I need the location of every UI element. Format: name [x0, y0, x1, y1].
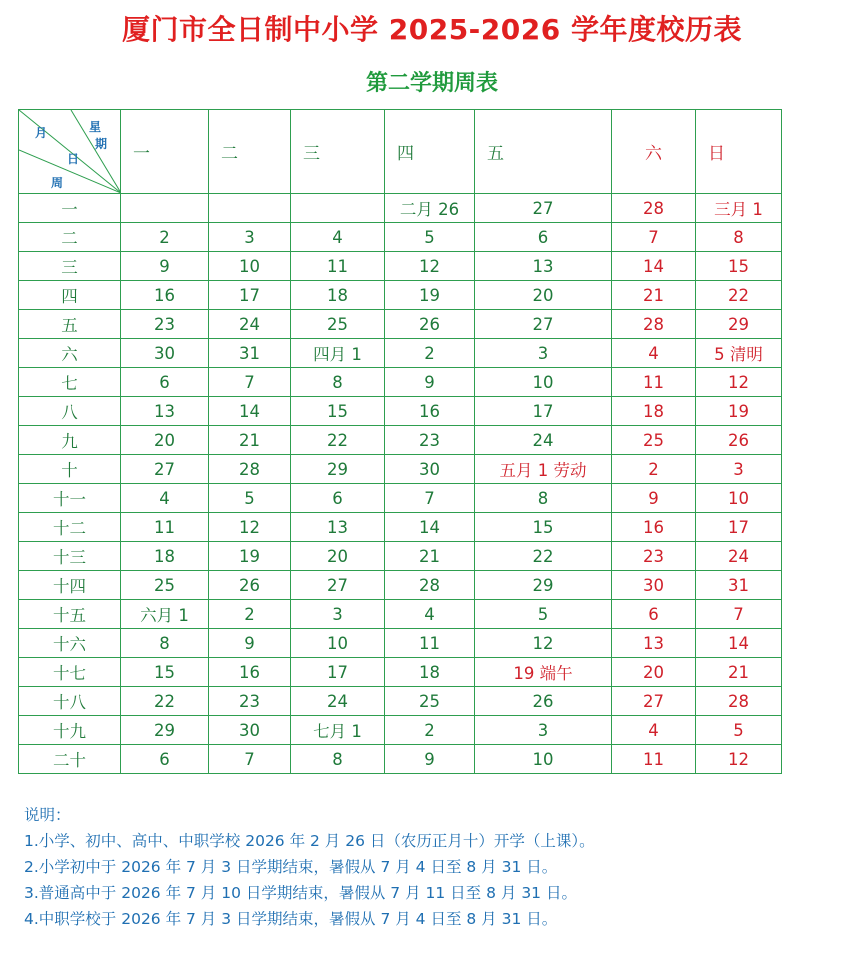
day-cell: 25	[291, 310, 385, 339]
page-subtitle: 第二学期周表	[365, 71, 498, 96]
day-cell: 16	[121, 281, 209, 310]
day-cell: 21	[385, 542, 475, 571]
week-row	[19, 658, 782, 687]
corner-label-xing: 星	[89, 120, 102, 134]
day-cell: 4	[291, 223, 385, 252]
day-cell: 25	[121, 571, 209, 600]
day-cell: 6	[612, 600, 696, 629]
day-cell: 五月 1 劳动	[475, 455, 612, 484]
day-cell: 12	[475, 629, 612, 658]
day-cell: 25	[385, 687, 475, 716]
day-cell: 26	[209, 571, 291, 600]
day-cell: 四月 1	[291, 339, 385, 368]
day-cell: 10	[209, 252, 291, 281]
day-cell: 29	[121, 716, 209, 745]
week-row	[19, 513, 782, 542]
day-cell: 22	[121, 687, 209, 716]
day-cell: 24	[475, 426, 612, 455]
day-cell: 12	[385, 252, 475, 281]
day-cell: 30	[612, 571, 696, 600]
day-cell: 31	[209, 339, 291, 368]
day-cell: 29	[291, 455, 385, 484]
day-cell: 5	[696, 716, 782, 745]
day-cell: 21	[696, 658, 782, 687]
weekday-header: 日	[696, 110, 782, 194]
day-cell: 9	[385, 368, 475, 397]
day-cell	[209, 194, 291, 223]
day-cell: 20	[291, 542, 385, 571]
day-cell: 13	[612, 629, 696, 658]
week-number-cell: 八	[19, 397, 121, 426]
week-row	[19, 310, 782, 339]
day-cell: 22	[291, 426, 385, 455]
day-cell: 15	[291, 397, 385, 426]
day-cell: 16	[612, 513, 696, 542]
day-cell: 27	[475, 194, 612, 223]
day-cell: 19 端午	[475, 658, 612, 687]
corner-label-day: 日	[67, 152, 80, 166]
weekday-header: 三	[291, 110, 385, 194]
day-cell: 28	[612, 310, 696, 339]
notes-item: 4.中职学校于 2026 年 7 月 3 日学期结束，暑假从 7 月 4 日至 8 月 31 日。	[24, 910, 558, 928]
day-cell: 30	[385, 455, 475, 484]
week-row	[19, 397, 782, 426]
weekday-header: 六	[612, 110, 696, 194]
header-row	[19, 110, 782, 194]
day-cell: 18	[385, 658, 475, 687]
day-cell: 8	[291, 368, 385, 397]
day-cell: 26	[385, 310, 475, 339]
week-number-cell: 二	[19, 223, 121, 252]
day-cell: 3	[475, 339, 612, 368]
day-cell: 二月 26	[385, 194, 475, 223]
day-cell: 4	[612, 339, 696, 368]
day-cell: 14	[696, 629, 782, 658]
week-number-cell: 十八	[19, 687, 121, 716]
week-row	[19, 542, 782, 571]
day-cell: 7	[696, 600, 782, 629]
notes-heading: 说明：	[24, 806, 71, 824]
day-cell: 12	[209, 513, 291, 542]
day-cell: 24	[291, 687, 385, 716]
day-cell: 13	[291, 513, 385, 542]
corner-label-month: 月	[35, 126, 48, 140]
day-cell: 29	[475, 571, 612, 600]
day-cell: 17	[696, 513, 782, 542]
day-cell: 2	[385, 339, 475, 368]
day-cell: 23	[612, 542, 696, 571]
day-cell: 10	[475, 745, 612, 774]
corner-label-qi: 期	[95, 137, 108, 151]
week-number-cell: 九	[19, 426, 121, 455]
day-cell: 14	[612, 252, 696, 281]
day-cell: 28	[385, 571, 475, 600]
day-cell: 6	[291, 484, 385, 513]
day-cell: 7	[209, 368, 291, 397]
day-cell: 10	[696, 484, 782, 513]
day-cell: 2	[209, 600, 291, 629]
day-cell: 三月 1	[696, 194, 782, 223]
day-cell: 七月 1	[291, 716, 385, 745]
notes-item: 3.普通高中于 2026 年 7 月 10 日学期结束，暑假从 7 月 11 日至 8 月 31 日。	[24, 884, 577, 902]
day-cell: 25	[612, 426, 696, 455]
day-cell: 18	[612, 397, 696, 426]
week-number-cell: 十三	[19, 542, 121, 571]
day-cell: 18	[291, 281, 385, 310]
day-cell: 8	[696, 223, 782, 252]
day-cell: 16	[209, 658, 291, 687]
day-cell: 3	[209, 223, 291, 252]
day-cell	[291, 194, 385, 223]
day-cell: 9	[209, 629, 291, 658]
day-cell: 12	[696, 745, 782, 774]
day-cell: 13	[121, 397, 209, 426]
day-cell: 17	[475, 397, 612, 426]
week-number-cell: 五	[19, 310, 121, 339]
week-number-cell: 十四	[19, 571, 121, 600]
day-cell: 6	[475, 223, 612, 252]
week-number-cell: 十七	[19, 658, 121, 687]
calendar-table	[18, 109, 782, 774]
week-row	[19, 571, 782, 600]
day-cell: 11	[612, 368, 696, 397]
day-cell	[121, 194, 209, 223]
week-row	[19, 484, 782, 513]
day-cell: 5	[475, 600, 612, 629]
day-cell: 6	[121, 368, 209, 397]
day-cell: 23	[209, 687, 291, 716]
day-cell: 31	[696, 571, 782, 600]
day-cell: 2	[121, 223, 209, 252]
day-cell: 5	[385, 223, 475, 252]
week-row	[19, 426, 782, 455]
day-cell: 10	[291, 629, 385, 658]
day-cell: 9	[385, 745, 475, 774]
week-number-cell: 六	[19, 339, 121, 368]
week-row	[19, 600, 782, 629]
day-cell: 14	[385, 513, 475, 542]
day-cell: 8	[121, 629, 209, 658]
week-row	[19, 194, 782, 223]
day-cell: 23	[385, 426, 475, 455]
day-cell: 4	[121, 484, 209, 513]
corner-cell	[19, 110, 121, 194]
day-cell: 27	[612, 687, 696, 716]
day-cell: 21	[612, 281, 696, 310]
day-cell: 9	[121, 252, 209, 281]
day-cell: 12	[696, 368, 782, 397]
day-cell: 20	[121, 426, 209, 455]
week-number-cell: 十一	[19, 484, 121, 513]
day-cell: 18	[121, 542, 209, 571]
week-number-cell: 十五	[19, 600, 121, 629]
week-number-cell: 十六	[19, 629, 121, 658]
day-cell: 13	[475, 252, 612, 281]
day-cell: 19	[209, 542, 291, 571]
day-cell: 26	[475, 687, 612, 716]
weekday-header: 五	[475, 110, 612, 194]
day-cell: 27	[475, 310, 612, 339]
day-cell: 3	[475, 716, 612, 745]
day-cell: 2	[612, 455, 696, 484]
day-cell: 10	[475, 368, 612, 397]
week-row	[19, 455, 782, 484]
day-cell: 27	[121, 455, 209, 484]
day-cell: 16	[385, 397, 475, 426]
day-cell: 11	[121, 513, 209, 542]
day-cell: 15	[696, 252, 782, 281]
day-cell: 11	[612, 745, 696, 774]
day-cell: 20	[475, 281, 612, 310]
day-cell: 29	[696, 310, 782, 339]
day-cell: 4	[612, 716, 696, 745]
day-cell: 30	[121, 339, 209, 368]
week-row	[19, 687, 782, 716]
day-cell: 21	[209, 426, 291, 455]
week-row	[19, 339, 782, 368]
week-row	[19, 716, 782, 745]
day-cell: 8	[475, 484, 612, 513]
day-cell: 30	[209, 716, 291, 745]
week-number-cell: 四	[19, 281, 121, 310]
week-row	[19, 281, 782, 310]
day-cell: 15	[475, 513, 612, 542]
week-row	[19, 223, 782, 252]
week-number-cell: 十二	[19, 513, 121, 542]
day-cell: 27	[291, 571, 385, 600]
notes-item: 2.小学初中于 2026 年 7 月 3 日学期结束，暑假从 7 月 4 日至 8 月 31 日。	[24, 858, 558, 876]
day-cell: 26	[696, 426, 782, 455]
week-number-cell: 十九	[19, 716, 121, 745]
day-cell: 2	[385, 716, 475, 745]
day-cell: 11	[385, 629, 475, 658]
day-cell: 3	[291, 600, 385, 629]
day-cell: 28	[696, 687, 782, 716]
day-cell: 20	[612, 658, 696, 687]
notes-item: 1.小学、初中、高中、中职学校 2026 年 2 月 26 日（农历正月十）开学（上课）。	[24, 832, 595, 850]
week-number-cell: 二十	[19, 745, 121, 774]
week-row	[19, 252, 782, 281]
day-cell: 19	[385, 281, 475, 310]
day-cell: 7	[612, 223, 696, 252]
day-cell: 24	[696, 542, 782, 571]
day-cell: 19	[696, 397, 782, 426]
day-cell: 28	[612, 194, 696, 223]
corner-label-week: 周	[51, 176, 64, 190]
day-cell: 6	[121, 745, 209, 774]
week-row	[19, 629, 782, 658]
day-cell: 4	[385, 600, 475, 629]
day-cell: 8	[291, 745, 385, 774]
day-cell: 23	[121, 310, 209, 339]
week-number-cell: 七	[19, 368, 121, 397]
day-cell: 7	[385, 484, 475, 513]
weekday-header: 一	[121, 110, 209, 194]
day-cell: 5	[209, 484, 291, 513]
week-row	[19, 368, 782, 397]
day-cell: 3	[696, 455, 782, 484]
day-cell: 六月 1	[121, 600, 209, 629]
weekday-header: 四	[385, 110, 475, 194]
notes-section	[24, 802, 595, 932]
day-cell: 9	[612, 484, 696, 513]
page-title: 厦门市全日制中小学 2025-2026 学年度校历表	[122, 13, 742, 46]
weekday-header: 二	[209, 110, 291, 194]
day-cell: 14	[209, 397, 291, 426]
week-row	[19, 745, 782, 774]
day-cell: 5 清明	[696, 339, 782, 368]
day-cell: 11	[291, 252, 385, 281]
day-cell: 22	[696, 281, 782, 310]
week-number-cell: 一	[19, 194, 121, 223]
week-number-cell: 十	[19, 455, 121, 484]
day-cell: 7	[209, 745, 291, 774]
day-cell: 15	[121, 658, 209, 687]
day-cell: 17	[291, 658, 385, 687]
day-cell: 22	[475, 542, 612, 571]
day-cell: 24	[209, 310, 291, 339]
day-cell: 28	[209, 455, 291, 484]
week-number-cell: 三	[19, 252, 121, 281]
day-cell: 17	[209, 281, 291, 310]
